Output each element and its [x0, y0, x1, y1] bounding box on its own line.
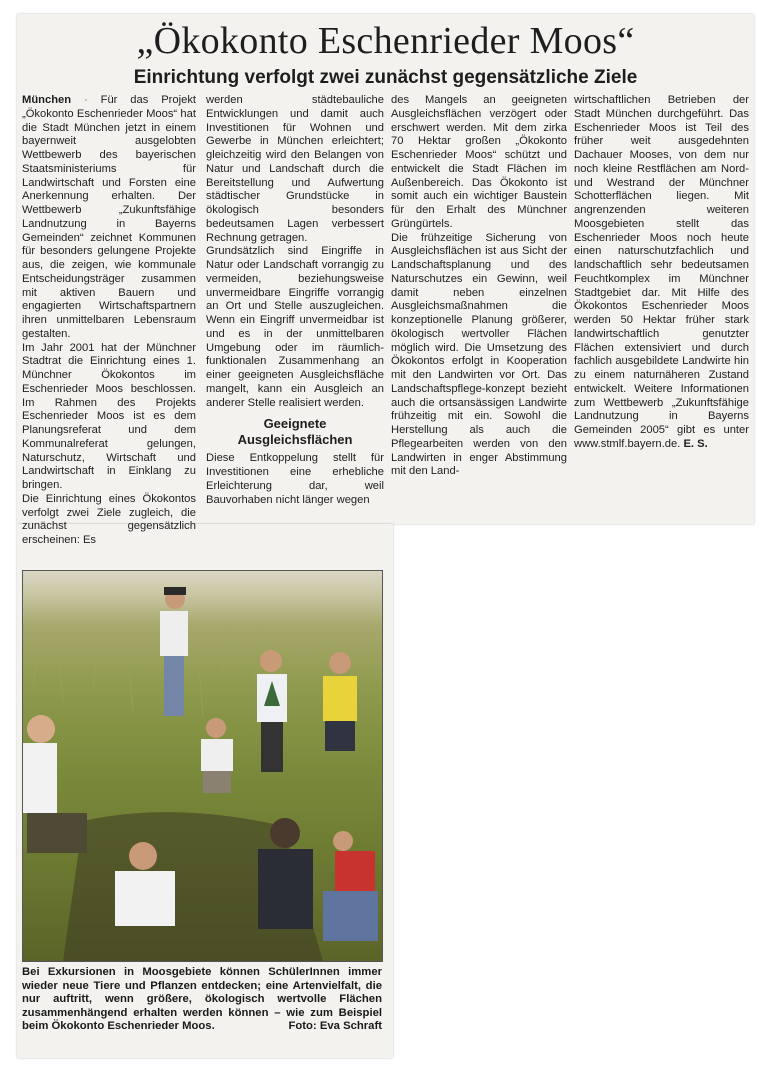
article-photo [22, 570, 383, 962]
article-headline: „Ökokonto Eschenrieder Moos“ [136, 20, 635, 62]
paragraph [22, 94, 196, 342]
caption-text: Bei Exkursionen in Moosgebiete können SchülerInnen immer wieder neue Tiere und Pflanzen entdecken; eine Artenvielfalt, die nur auftritt, wenn größere, ökologisch wertvolle Flächen zusammenhängend erhalten werden können – wie zum Beispiel beim Ökokonto Eschenrieder Moos. [22, 966, 382, 1033]
paragraph-text: Für das Projekt „Ökokonto Eschenrieder Moos“ hat die Stadt München jetzt in einem bayernweit ausgelobten Wettbewerb des bayerischen Staatsministeriums für Landwirtschaft und Forsten eine Anerkennung erhalten. Der Wettbewerb „Zukunftsfähige Landnutzung in Bayerns Gemeinden“ zeichnet Kommunen für besonders gelungene Projekte aus, die zeigen, wie kommunale Entscheidungsträger zusammen mit aktiven Bauern und engagierten Wirtschaftspartnern ihren unmittelbaren Lebensraum gestalten. [22, 94, 197, 340]
paragraph: Im Jahr 2001 hat der Münchner Stadtrat die Einrichtung eines 1. Münchner Ökokontos im Eschenrieder Moos beschlossen. Im Rahmen des Projekts Eschenrieder Moos ist es dem Planungsreferat und dem Kommunalreferat gelungen, Naturschutz, Wirtschaft und Landwirtschaft in Einklang zu bringen. [22, 341, 196, 491]
photo-credit: Foto: Eva Schraft [288, 1020, 382, 1033]
paragraph: Diese Entkoppelung stellt für Investitionen eine erhebliche Erleichterung dar, weil Bauvorhaben nicht länger wegen [206, 452, 384, 506]
paragraph-text: wirtschaftlichen Betrieben der Stadt München durchgeführt. Das Eschenrieder Moos ist Teil des früher weit ausgedehnten Dachauer Mooses, von dem nur noch kleine Restflächen am Nord- und Westrand der Münchner Schotterflächen liegen. Mit angrenzenden weiteren Moosgebieten stellt das Eschenrieder Moos noch heute einen naturschutzfachlich und landschaftlich sehr bedeutsamen Feuchtkomplex im Münchner Stadtgebiet dar. Mit Hilfe des Ökokontos Eschenrieder Moos werden 50 Hektar früher stark landwirtschaftlich genutzter Flächen extensiviert und durch fachlich ausgebildete Landwirte hin zu einem naturnäheren Zustand entwickelt. Weitere Informationen zum Wettbewerb „Zukunftsfähige Landnutzung in Bayerns Gemeinden 2005“ gibt es unter www.stmlf.bayern.de. [574, 94, 749, 450]
section-subheading: Geeignete Ausgleichsflächen [237, 416, 353, 448]
text-column-3 [391, 94, 567, 479]
paragraph: Die Einrichtung eines Ökokontos verfolgt zwei Ziele zugleich, die zunächst gegensätzlich erscheinen: Es [22, 492, 196, 546]
paragraph: des Mangels an geeigneten Ausgleichsflächen verzögert oder erschwert werden. Mit dem zirka 70 Hektar großen „Ökokonto Eschenrieder Moos“ schützt und entwickelt die Stadt Flächen im Außenbereich. Das Ökokonto ist somit auch ein wichtiger Baustein für den Erhalt des Münchner Grüngürtels. [391, 94, 567, 230]
paragraph [574, 94, 749, 452]
child-figure [160, 587, 188, 716]
text-column-4 [574, 94, 749, 452]
paragraph: Grundsätzlich sind Eingriffe in Natur oder Landschaft vorrangig zu vermeiden, beziehungsweise unvermeidbare Eingriffe vorrangig an Ort und Stelle auszugleichen. Wenn ein Eingriff unvermeidbar ist und es in der unmittelbaren Umgebung oder im räumlich-funktionalen Zusammenhang an einer geeigneten Ausgleichsfläche mangelt, kann ein Ausgleich an anderer Stelle realisiert werden. [206, 245, 384, 409]
dateline-separator: · [84, 94, 88, 106]
photo-illustration [23, 571, 382, 961]
photo-caption [22, 966, 382, 1034]
paragraph: werden städtebauliche Entwicklungen und damit auch Investitionen für Wohnen und Gewerbe in München erleichtert; gleichzeitig wird den Belangen von Natur und Landschaft durch die Bereitstellung und Aufwertung städtischer Grundstücke in ökologisch besonders bedeutsamen Lagen verbessert Rechnung getragen. [206, 94, 384, 244]
article-subheadline: Einrichtung verfolgt zwei zunächst gegensätzliche Ziele [133, 67, 638, 88]
dateline-place: München [22, 94, 72, 106]
text-column-2 [206, 94, 384, 507]
text-column-1 [22, 94, 196, 548]
paragraph: Die frühzeitige Sicherung von Ausgleichsflächen ist aus Sicht der Landschaftsplanung und des Naturschutzes ein Gewinn, weil damit neben einzelnen Ausgleichsmaßnahmen die konzeptionelle Planung größerer, ökologisch wertvoller Flächen möglich wird. Die Umsetzung des Ökokontos erfolgt in Kooperation mit den Landwirten vor Ort. Das Landschaftspflege-konzept bezieht auch die ortsansässigen Landwirte frühzeitig mit ein. Sowohl die Herstellung als auch die Pflegearbeiten werden von den Landwirten in enger Abstimmung mit den Land- [391, 231, 567, 478]
author-signature: E. S. [683, 437, 708, 450]
